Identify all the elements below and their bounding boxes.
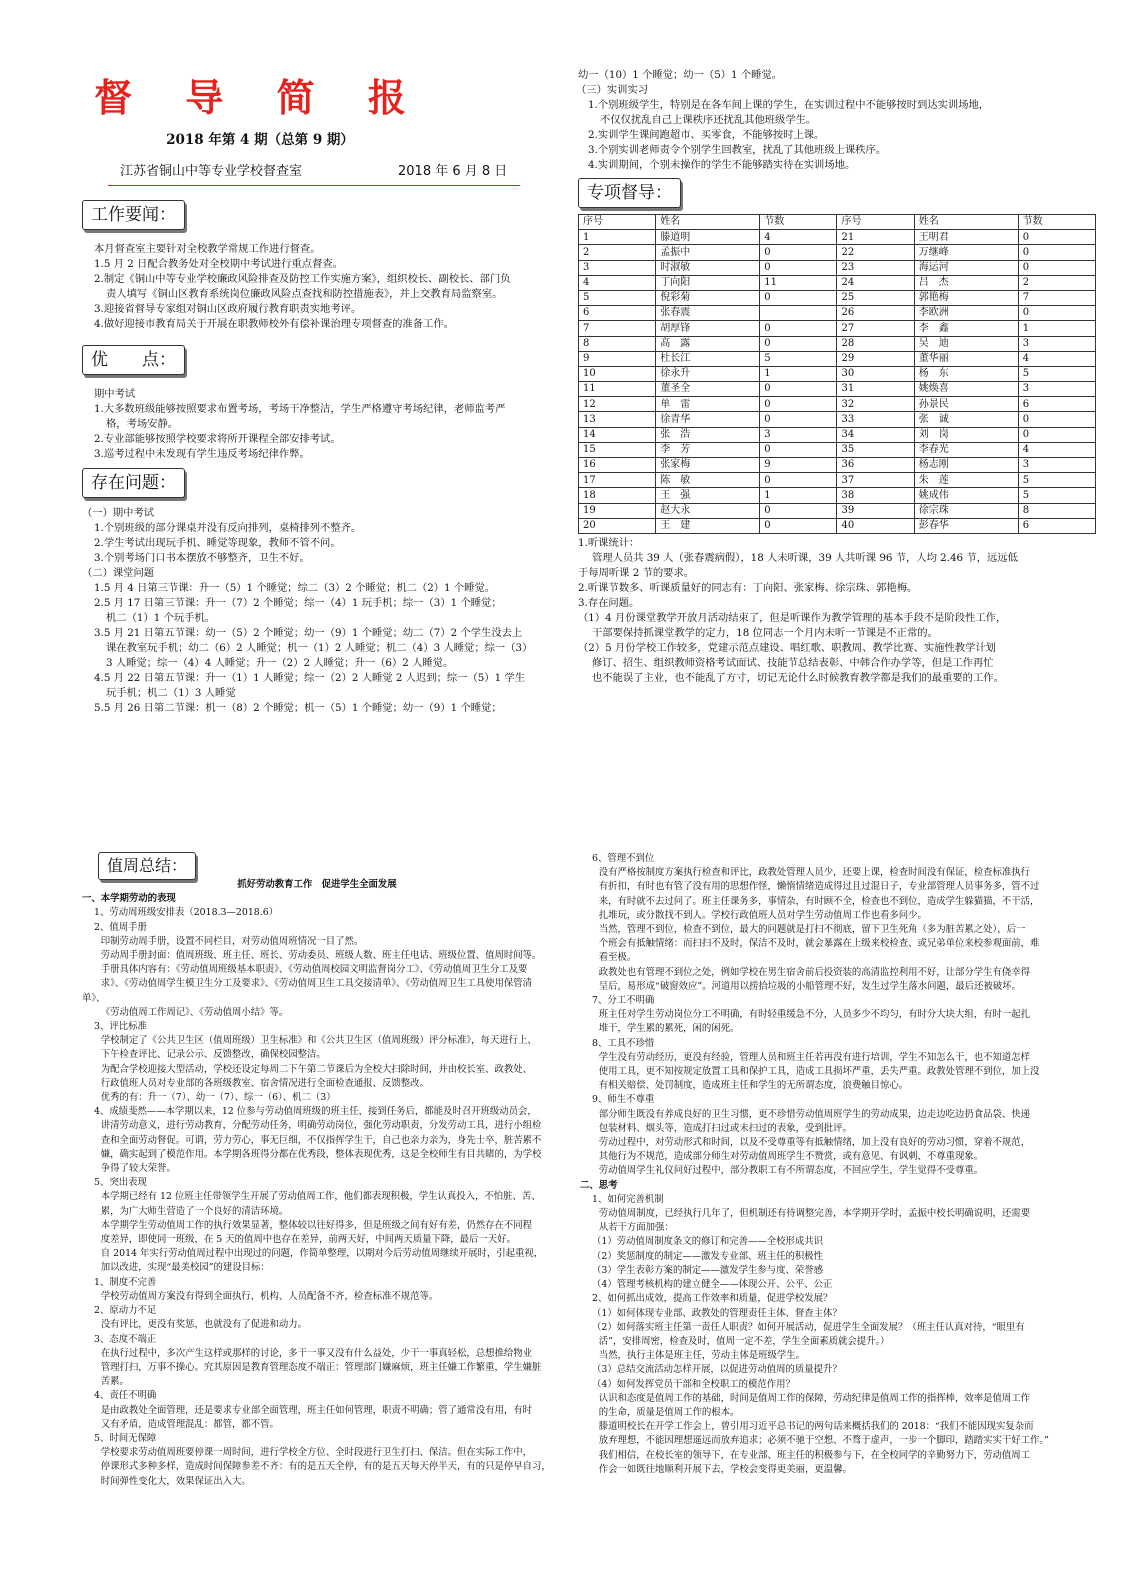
table-cell: 1: [760, 366, 837, 381]
news-line: 责人填写《铜山区教育系统岗位廉政风险点查找和防控措施表》，并上交教育局监察室。: [106, 288, 503, 300]
table-cell: 董圣全: [656, 382, 760, 397]
table-cell: 3: [1018, 382, 1095, 397]
problems-line: 3 人睡觉；综一（4）4 人睡觉；升一（2）2 人睡觉；升一（6）2 人睡觉。: [106, 657, 454, 669]
table-cell: 32: [837, 397, 914, 412]
table-cell: 9: [579, 351, 656, 366]
table-row: [579, 427, 1096, 442]
duty-line: 累，为广大师生营造了一个良好的清洁环境。: [100, 1205, 289, 1217]
duty-line: 讲清劳动意义，进行劳动教育，分配劳动任务，明确劳动岗位，强化劳动职责，分发劳动工具，进行小组检: [100, 1120, 542, 1132]
table-cell: 18: [579, 488, 656, 503]
special-section: [578, 178, 1048, 686]
duty-right-body: [580, 852, 1050, 1477]
table-cell: 10: [579, 366, 656, 381]
table-cell: 0: [760, 245, 837, 260]
audit-note: 也不能误了主业，也不能乱了方寸，切记无论什么时候教育教学都是我们的最重要的工作。: [592, 671, 1004, 684]
table-cell: 李春光: [914, 442, 1018, 457]
table-cell: 20: [579, 518, 656, 533]
table-row: [579, 306, 1096, 321]
table-cell: 3: [579, 260, 656, 275]
duty-line: 其他行为不规范，造成部分师生对劳动值周班学生不赞赏，或有意见、有讽刺、不尊重现象。: [598, 1151, 984, 1163]
duty-line: 1、劳动周班级安排表（2018.3—2018.6）: [94, 907, 279, 919]
col-header: 节数: [760, 215, 837, 230]
table-cell: 0: [760, 518, 837, 533]
duty-line: 自 2014 年实行劳动值周过程中出现过的问题，作简单整理，以期对今后劳动值周继续开展时，引起重视，: [100, 1248, 544, 1260]
duty-line: 查和全面劳动督促。可谓，劳力劳心，事无巨细，不仅指挥学生干，自己也亲力亲为，身先士卒，脏苦累不: [100, 1134, 542, 1146]
merits-line: 1.大多数班级能够按照要求布置考场，考场干净整洁，学生严格遵守考场纪律，老师监考严: [94, 403, 506, 415]
duty-line: 政教处也有管理不到位之处，例如学校在男生宿舍前后投资装的高清监控利用不好，让部分学生有侥幸得: [598, 966, 1031, 978]
duty-line: 1、制度不完善: [94, 1276, 157, 1288]
table-row: [579, 245, 1096, 260]
duty-line: 扎堆玩，或分散找不到人。学校行政值班人员对学生劳动值周工作也看多问少。: [598, 909, 927, 921]
table-cell: 孙景民: [914, 397, 1018, 412]
training-line: 2.实训学生课间跑超市、买零食，不能够按时上课。: [588, 129, 825, 141]
duty-line: （4）管理考核机构的建立健全——体现公开、公平、公正: [592, 1279, 833, 1291]
table-cell: 19: [579, 503, 656, 518]
table-row: [579, 351, 1096, 366]
table-cell: 38: [837, 488, 914, 503]
duty-line: （2）奖惩制度的制定——激发专业部、班主任的积极性: [592, 1250, 823, 1262]
table-cell: 0: [1018, 260, 1095, 275]
problems-line: （一）期中考试: [82, 507, 155, 519]
duty-line: 争得了较大荣誉。: [100, 1163, 176, 1175]
table-cell: 7: [579, 321, 656, 336]
table-row: [579, 382, 1096, 397]
table-cell: 27: [837, 321, 914, 336]
table-cell: 22: [837, 245, 914, 260]
duty-heading: 值周总结：: [98, 852, 196, 880]
problems-line: 玩手机；机二（1）3 人睡觉: [106, 687, 236, 699]
duty-line: 印制劳动周手册，设置不同栏目，对劳动值周班情况一目了然。: [100, 935, 364, 947]
news-heading: 工作要闻：: [82, 200, 185, 230]
duty-line: 个班会有抵触情绪：而扫扫不及时，保洁不及时，就会暴露在上级来校检查、或兄弟单位来校参观面前，难: [598, 938, 1040, 950]
table-cell: 16: [579, 458, 656, 473]
table-cell: 33: [837, 412, 914, 427]
training-line: 4.实训期间，个别未操作的学生不能够踏实待在实训场地。: [588, 159, 856, 171]
table-cell: 8: [1018, 503, 1095, 518]
table-cell: 董华丽: [914, 351, 1018, 366]
table-cell: 15: [579, 442, 656, 457]
duty-left-body: [82, 892, 552, 1489]
problems-line: 1.5 月 4 日第三节课：升一（5）1 个睡觉；综二（3）2 个睡觉；机二（2）1 个睡觉。: [94, 582, 496, 594]
problems-line: 3.5 月 21 日第五节课：幼一（5）2 个睡觉；幼一（9）1 个睡觉；幼二（7）2 个学生没去上: [94, 627, 523, 639]
table-cell: 0: [760, 412, 837, 427]
table-cell: 姚成伟: [914, 488, 1018, 503]
table-cell: 吕 杰: [914, 275, 1018, 290]
table-cell: 25: [837, 290, 914, 305]
table-cell: 6: [579, 306, 656, 321]
table-cell: 11: [579, 382, 656, 397]
table-cell: 0: [760, 260, 837, 275]
table-cell: 彭春华: [914, 518, 1018, 533]
duty-line: 行政值班人员对专业部的各班级教室、宿舍情况进行全面检查通报、反馈整改。: [100, 1077, 429, 1089]
table-cell: 0: [760, 290, 837, 305]
duty-line: 为配合学校迎接大型活动，学校还设定每周二下午第二节课后为全校大扫除时间，并由校长室、政教处、: [100, 1063, 533, 1075]
duty-line: 优秀的有：升一（7）、幼一（7）、综一（6）、机二（3）: [100, 1092, 336, 1104]
col-header: 姓名: [656, 215, 760, 230]
table-row: [579, 366, 1096, 381]
table-row: [579, 397, 1096, 412]
duty-line: 一、本学期劳动的表现: [82, 893, 176, 905]
table-cell: 王 强: [656, 488, 760, 503]
merits-line: 3.巡考过程中未发现有学生违反考场纪律作弊。: [94, 448, 310, 460]
table-cell: 海运河: [914, 260, 1018, 275]
table-cell: 张家梅: [656, 458, 760, 473]
duty-line: 部分师生既没有养成良好的卫生习惯，更不珍惜劳动值周班学生的劳动成果，边走边吃边扔食品袋、快递: [598, 1108, 1031, 1120]
table-cell: 4: [579, 275, 656, 290]
table-cell: 高 露: [656, 336, 760, 351]
table-cell: 0: [760, 336, 837, 351]
table-header-row: [579, 215, 1096, 230]
problems-line: 课在教室玩手机；幼二（6）2 人睡觉；机一（1）2 人睡觉；机二（4）3 人睡觉；综一（3）: [106, 642, 533, 654]
table-cell: 0: [1018, 427, 1095, 442]
table-cell: 滕道明: [656, 230, 760, 245]
table-cell: 倪彩菊: [656, 290, 760, 305]
table-cell: 17: [579, 473, 656, 488]
table-cell: 徐青华: [656, 412, 760, 427]
duty-line: 又有矛盾，造成管理混乱：都管，都不管。: [100, 1418, 279, 1430]
table-cell: 3: [1018, 336, 1095, 351]
duty-line: 2、值周手册: [94, 921, 147, 933]
training-line: 不仅仅扰乱自己上课秩序还扰乱其他班级学生。: [600, 114, 817, 126]
table-cell: 孟振中: [656, 245, 760, 260]
table-cell: 0: [760, 321, 837, 336]
table-cell: 1: [760, 488, 837, 503]
duty-line: 5、时间无保障: [94, 1432, 157, 1444]
table-cell: 5: [760, 351, 837, 366]
issue-number: 2018 年第 4 期（总第 9 期）: [166, 132, 354, 148]
audit-note: 3.存在问题。: [578, 596, 640, 609]
duty-line: 呈后，易形成“破窗效应”。河道用以捞拾垃圾的小船管理不好，发生过学生落水问题，最后还被破坏。: [598, 980, 1021, 992]
duty-line: 本学期学生劳动值周工作的执行效果显著，整体较以往好得多，但是班级之间有好有差，仍然存在不同程: [100, 1219, 533, 1231]
problems-line: 4.5 月 22 日第五节课：升一（1）1 人睡觉；综一（2）2 人睡觉 2 人迟到；综一（5）1 学生: [94, 672, 526, 684]
duty-line: 《劳动值周工作周记》、《劳动值周小结》等。: [100, 1006, 289, 1018]
duty-right-column: [580, 852, 1050, 1477]
table-cell: 胡厚锋: [656, 321, 760, 336]
duty-line: 5、突出表现: [94, 1177, 147, 1189]
bulletin-title: 督 导 简 报: [94, 75, 426, 120]
table-cell: 2: [1018, 275, 1095, 290]
table-cell: 徐永升: [656, 366, 760, 381]
table-row: [579, 275, 1096, 290]
table-cell: 7: [1018, 290, 1095, 305]
duty-line: 没有严格按制度方案执行检查和评比，政教处管理人员少，还要上课，检查时间没有保证，检查标准执行: [598, 867, 1031, 879]
duty-line: 2、原动力不足: [94, 1305, 157, 1317]
table-cell: 0: [760, 382, 837, 397]
duty-line: 1、如何完善机制: [592, 1193, 664, 1205]
duty-line: 学校制定了《公共卫生区（值周班级）卫生标准》和《公共卫生区（值周班级）评分标准》，每天进行上、: [100, 1035, 537, 1047]
audit-note: 干部要保持抓课堂教学的定力，18 位同志一个月内未听一节课是不正常的。: [592, 626, 938, 639]
duty-line: 手册具体内容有：《劳动值周班级基本职责》、《劳动值周校园文明监督岗分工》、《劳动值周卫生分工及要: [100, 964, 528, 976]
table-cell: 35: [837, 442, 914, 457]
duty-line: 学生没有劳动经历，更没有经验，管理人员和班主任若再没有进行培训，学生不知怎么干，也不知道怎样: [598, 1051, 1031, 1063]
news-section: [82, 200, 552, 332]
duty-line: （2）如何落实班主任第一责任人职责？如何开展活动，促进学生全面发展？（班主任认真对待，“眼里有: [592, 1321, 1025, 1333]
table-row: [579, 488, 1096, 503]
table-cell: 5: [1018, 488, 1095, 503]
table-cell: 1: [579, 230, 656, 245]
table-cell: 29: [837, 351, 914, 366]
merits-line: 期中考试: [94, 388, 136, 400]
duty-line: 8、工具不珍惜: [592, 1037, 655, 1049]
table-row: [579, 290, 1096, 305]
duty-line: 作会一如既往地顺利开展下去，学校会变得更美丽，更温馨。: [598, 1463, 852, 1475]
table-cell: 5: [1018, 366, 1095, 381]
table-cell: 吴 迪: [914, 336, 1018, 351]
duty-line: 管理打扫，万事不操心。究其原因是教育管理态度不端正：管理部门嫌麻烦，班主任嫌工作繁重，学生嫌脏: [100, 1361, 542, 1373]
duty-line: 放弃理想，不能因理想遥远而放弃追求；必须不驰于空想、不骛于虚声，一步一个脚印，踏踏实实干好工作。”: [598, 1435, 1049, 1447]
duty-line: 认识和态度是值周工作的基础，时间是值周工作的保障，劳动纪律是值周工作的指挥棒，效率是值周工作: [598, 1392, 1031, 1404]
duty-line: 使用工具，更不知按规定放置工具和保护工具，造成工具损坏严重，丢失严重。政教处管理不到位，加上没: [598, 1066, 1040, 1078]
table-cell: 6: [1018, 397, 1095, 412]
problems-line: 3.个别考场门口书本摆放不够整齐，卫生不好。: [94, 552, 310, 564]
table-cell: 赵大永: [656, 503, 760, 518]
problems-line: 机二（1）1 个玩手机。: [106, 612, 216, 624]
table-cell: 张 诚: [914, 412, 1018, 427]
duty-line: 加以改进，实现“最美校园”的建设目标：: [100, 1262, 270, 1274]
table-cell: 5: [579, 290, 656, 305]
duty-line: 劳动过程中，对劳动形式和时间，以及不受尊重等有抵触情绪，加上没有良好的劳动习惯，穿着不规范，: [598, 1137, 1031, 1149]
duty-line: 从若干方面加强：: [598, 1222, 674, 1234]
table-cell: 9: [760, 458, 837, 473]
duty-line: 看至极。: [598, 952, 637, 964]
table-row: [579, 321, 1096, 336]
duty-line: 学校劳动值周方案没有得到全面执行，机构、人员配备不齐，检查标准不规范等。: [100, 1290, 439, 1302]
issue-date: 2018 年 6 月 8 日: [398, 164, 508, 179]
table-cell: 0: [1018, 306, 1095, 321]
problems-line: （二）课堂问题: [82, 567, 155, 579]
table-cell: 21: [837, 230, 914, 245]
table-cell: 5: [1018, 473, 1095, 488]
table-body: [579, 230, 1096, 534]
duty-line: （3）学生表彰方案的制定——激发学生参与度、荣誉感: [592, 1264, 823, 1276]
table-cell: 37: [837, 473, 914, 488]
table-cell: 0: [760, 442, 837, 457]
table-cell: 1: [1018, 321, 1095, 336]
table-cell: 34: [837, 427, 914, 442]
special-heading: 专项督导：: [578, 178, 681, 208]
table-cell: 单 雷: [656, 397, 760, 412]
duty-line: 本学期已经有 12 位班主任带领学生开展了劳动值周工作，他们都表现积极，学生认真投入，不怕脏、苦、: [100, 1191, 541, 1203]
duty-line: （4）如何发挥党员干部和全校职工的模范作用？: [592, 1378, 795, 1390]
lesson-audit-table: [578, 214, 1096, 534]
table-cell: 徐宗珠: [914, 503, 1018, 518]
table-cell: 40: [837, 518, 914, 533]
duty-line: 有相关赔偿、处罚制度，造成班主任和学生的无所谓态度，浪费触目惊心。: [598, 1080, 909, 1092]
table-cell: 0: [1018, 230, 1095, 245]
table-cell: 杜长江: [656, 351, 760, 366]
table-cell: 39: [837, 503, 914, 518]
table-cell: 0: [760, 503, 837, 518]
merits-heading: 优 点：: [82, 345, 185, 375]
duty-line: 有折扣，有时也有管了没有用的思想作怪，懒惰情绪造成得过且过混日子，专业部管理人员事务多，管不过: [598, 881, 1040, 893]
duty-line: 4、成绩斐然——本学期以来，12 位参与劳动值周班级的班主任，接到任务后，都能及时召开班级动员会，: [94, 1106, 537, 1118]
audit-note: 2.听课节数多、听课质量好的同志有：丁向阳、张家梅、徐宗珠、郭艳梅。: [578, 581, 918, 594]
news-line: 3.迎接省督导专家组对铜山区政府履行教育职责实地考评。: [94, 303, 362, 315]
duty-line: 劳动值周制度，已经执行几年了，但机制还有待调整完善，本学期开学时，孟振中校长明确说明，还需要: [598, 1208, 1031, 1220]
duty-line: 嫌，确实起到了模范作用。本学期各班得分都在优秀段，整体表现优秀，这是全校师生有目共睹的，为学校: [100, 1148, 542, 1160]
article-title: 抓好劳动教育工作 促进学生全面发展: [237, 879, 397, 890]
table-cell: [760, 306, 837, 321]
duty-line: 6、管理不到位: [592, 853, 655, 864]
duty-line: 在执行过程中，多次产生这样或那样的讨论，多干一事又没有什么益处，少干一事真轻松，总想推给物业: [100, 1347, 533, 1359]
table-cell: 3: [1018, 458, 1095, 473]
table-cell: 0: [760, 473, 837, 488]
table-cell: 0: [1018, 245, 1095, 260]
problems-line: 1.个别班级的部分课桌并没有反向排列，桌椅排列不整齐。: [94, 522, 362, 534]
duty-line: 是由政教处全面管理，还是要求专业部全面管理，班主任如何管理，职责不明确；管了通常没有用，有时: [100, 1404, 533, 1416]
duty-line: 学校要求劳动值周班要停课一周时间，进行学校全方位、全时段进行卫生打扫、保洁。但在实际工作中，: [100, 1447, 533, 1459]
audit-note: （1）4 月份课堂教学开放月活动结束了，但是听课作为教学管理的基本手段不是阶段性工作，: [578, 611, 1007, 624]
table-cell: 4: [1018, 442, 1095, 457]
duty-line: 当然，执行主体是班主任，劳动主体是班级学生。: [598, 1350, 806, 1362]
duty-line: （1）如何体现专业部、政教处的管理责任主体、督查主体？: [592, 1307, 842, 1319]
problems-line: 2.5 月 17 日第三节课：升一（7）2 个睡觉；综一（4）1 玩手机；综一（3）1 个睡觉；: [94, 597, 502, 609]
duty-line: 停课形式多种多样，造成时间保障参差不齐：有的是五天全停，有的是五天每天停半天，有的只是停早自习，: [100, 1461, 551, 1473]
table-row: [579, 336, 1096, 351]
training-section: [576, 68, 1046, 173]
table-cell: 刘 岗: [914, 427, 1018, 442]
table-cell: 4: [1018, 351, 1095, 366]
training-line: 1.个别班级学生，特别是在各车间上课的学生，在实训过程中不能够按时到达实训场地，: [588, 99, 990, 111]
duty-line: （1）劳动值周制度条文的修订和完善——全校形成共识: [592, 1236, 823, 1248]
table-cell: 丁向阳: [656, 275, 760, 290]
table-cell: 张春震: [656, 306, 760, 321]
table-row: [579, 518, 1096, 533]
duty-line: 时间弹性变化大，效果保证出入大。: [100, 1475, 251, 1487]
duty-line: 4、责任不明确: [94, 1390, 157, 1402]
table-cell: 24: [837, 275, 914, 290]
duty-line: 下午检查评比、记录公示、反馈整改，确保校园整洁。: [100, 1049, 326, 1061]
duty-line: 当然，管理不到位，检查不到位，最大的问题就是打扫不彻底，留下卫生死角（多为脏苦累之处），后一: [598, 924, 1026, 936]
col-header: 序号: [579, 215, 656, 230]
duty-left-column: [82, 852, 552, 1489]
table-row: [579, 412, 1096, 427]
table-row: [579, 230, 1096, 245]
merits-line: 格，考场安静。: [106, 418, 179, 430]
table-row: [579, 473, 1096, 488]
duty-line: 度差异，即使同一班级，在 5 天的值周中也存在差异，前两天好，中间两天质量下降，最后一天好。: [100, 1234, 516, 1246]
table-cell: 8: [579, 336, 656, 351]
table-cell: 13: [579, 412, 656, 427]
duty-line: 来，有时就不去过问了。班主任课务多，事情杂，有时顾不全，检查也不到位，造成学生躲猫猫，不干活，: [598, 895, 1040, 907]
table-cell: 4: [760, 230, 837, 245]
table-cell: 张 浩: [656, 427, 760, 442]
table-cell: 26: [837, 306, 914, 321]
table-cell: 郭艳梅: [914, 290, 1018, 305]
table-row: [579, 458, 1096, 473]
duty-line: （3）总结交流活动怎样开展，以促进劳动值周的质量提升？: [592, 1364, 842, 1376]
table-cell: 王 建: [656, 518, 760, 533]
table-cell: 28: [837, 336, 914, 351]
audit-note: （2）5 月份学校工作较多，党建示范点建设、唱红歌、职教周、教学比赛、实施性教学计划: [578, 641, 996, 654]
duty-line: 班主任对学生劳动岗位分工不明确，有时轻重缓急不分，人员多少不均匀，有时分大块大组，有时一起扎: [598, 1009, 1031, 1021]
problems-line: 2.学生考试出现玩手机、睡觉等现象，教师不管不问。: [94, 537, 341, 549]
audit-note: 1.听课统计：: [578, 536, 640, 549]
table-cell: 12: [579, 397, 656, 412]
duty-line: 包装材料、烟头等，造成打扫过或未扫过的表象，受到批评。: [598, 1122, 852, 1134]
table-cell: 李欧洲: [914, 306, 1018, 321]
col-header: 序号: [837, 215, 914, 230]
problems-heading: 存在问题：: [82, 468, 185, 498]
table-cell: 0: [1018, 412, 1095, 427]
merits-line: 2.专业部能够按照学校要求将所开课程全部安排考试。: [94, 433, 341, 445]
table-cell: 朱 莲: [914, 473, 1018, 488]
table-cell: 6: [1018, 518, 1095, 533]
issuing-office: 江苏省铜山中等专业学校督查室: [120, 164, 303, 179]
table-cell: 0: [760, 397, 837, 412]
duty-line: 2、如何抓出成效，提高工作效率和质量，促进学校发展？: [592, 1293, 833, 1305]
problems-section: [82, 468, 552, 716]
table-row: [579, 442, 1096, 457]
duty-line: 没有评比，更没有奖惩，也就没有了促进和动力。: [100, 1319, 308, 1331]
table-cell: 30: [837, 366, 914, 381]
duty-line: 3、态度不端正: [94, 1333, 157, 1345]
training-line: 幼一（10）1 个睡觉；幼一（5）1 个睡觉。: [578, 69, 783, 81]
table-cell: 36: [837, 458, 914, 473]
news-line: 2.制定《铜山中等专业学校廉政风险排查及防控工作实施方案》，组织校长、副校长、部门负: [94, 273, 511, 285]
table-cell: 杨志刚: [914, 458, 1018, 473]
news-line: 4.做好迎接市教育局关于开展在职教师校外有偿补课治理专项督查的准备工作。: [94, 318, 454, 330]
table-cell: 时淑敏: [656, 260, 760, 275]
table-cell: 23: [837, 260, 914, 275]
duty-line: 求》、《劳动值周学生模卫生分工及要求》、《劳动值周卫生工具交接清单》、《劳动值周卫生工具使用保管清单》、: [82, 978, 533, 1004]
training-line: 3.个别实训老师责令个别学生回教室，扰乱了其他班级上课秩序。: [588, 144, 887, 156]
table-cell: 王明君: [914, 230, 1018, 245]
table-cell: 2: [579, 245, 656, 260]
duty-line: 活”，安排周密，检查及时，值周一定不差，学生全面素质就会提升。）: [598, 1335, 890, 1347]
table-row: [579, 503, 1096, 518]
table-cell: 李 鑫: [914, 321, 1018, 336]
col-header: 节数: [1018, 215, 1095, 230]
duty-line: 滕道明校长在开学工作会上，曾引用习近平总书记的两句话来概括我们的 2018：“我们不能因现实复杂而: [598, 1421, 1034, 1433]
duty-line: 3、评比标准: [94, 1021, 147, 1033]
merits-section: [82, 345, 552, 462]
audit-note: 于每周听课 2 节的要求。: [578, 566, 695, 579]
col-header: 姓名: [914, 215, 1018, 230]
training-line: （三）实训实习: [576, 84, 649, 96]
news-line: 本月督查室主要针对全校教学常规工作进行督查。: [94, 243, 321, 255]
duty-line: 9、师生不尊重: [592, 1094, 655, 1106]
table-cell: 李 芳: [656, 442, 760, 457]
duty-line: 苦累。: [100, 1376, 129, 1388]
table-cell: 姚焕喜: [914, 382, 1018, 397]
header-red-rule: [108, 185, 520, 186]
duty-line: 7、分工不明确: [592, 995, 655, 1007]
audit-note: 修订、招生、组织教师资格考试面试、技能节总结表彰、中韩合作办学等，但是工作再忙: [592, 656, 994, 669]
duty-line: 堆干，学生累的累死，闲的闲死。: [598, 1023, 740, 1035]
news-line: 1.5 月 2 日配合教务处对全校期中考试进行重点督查。: [94, 258, 343, 270]
table-cell: 万继峰: [914, 245, 1018, 260]
duty-line: 劳动周手册封面：值周班级、班主任、班长、劳动委员、班级人数、班主任电话、班级位置、值周时间等。: [100, 950, 542, 962]
table-cell: 31: [837, 382, 914, 397]
table-row: [579, 260, 1096, 275]
audit-note: 管理人员共 39 人（张春震病假），18 人未听课，39 人共听课 96 节，人均 2.46 节，远远低: [592, 551, 1018, 564]
duty-line: 劳动值周学生礼仪问好过程中，部分教职工有不所谓态度，不回应学生，学生觉得不受尊重。: [598, 1165, 984, 1177]
problems-line: 5.5 月 26 日第二节课：机一（8）2 个睡觉；机一（5）1 个睡觉；幼一（9）1 个睡觉；: [94, 702, 502, 714]
table-cell: 11: [760, 275, 837, 290]
table-cell: 3: [760, 427, 837, 442]
duty-line: 二、思考: [580, 1179, 618, 1191]
table-cell: 14: [579, 427, 656, 442]
duty-line: 的生命，质量是值周工作的根本。: [598, 1406, 740, 1418]
duty-line: 我们相信，在校长室的领导下，在专业部、班主任的积极参与下，在全校同学的辛勤努力下，劳动值周工: [598, 1449, 1031, 1461]
table-cell: 杨 东: [914, 366, 1018, 381]
table-cell: 陈 敏: [656, 473, 760, 488]
